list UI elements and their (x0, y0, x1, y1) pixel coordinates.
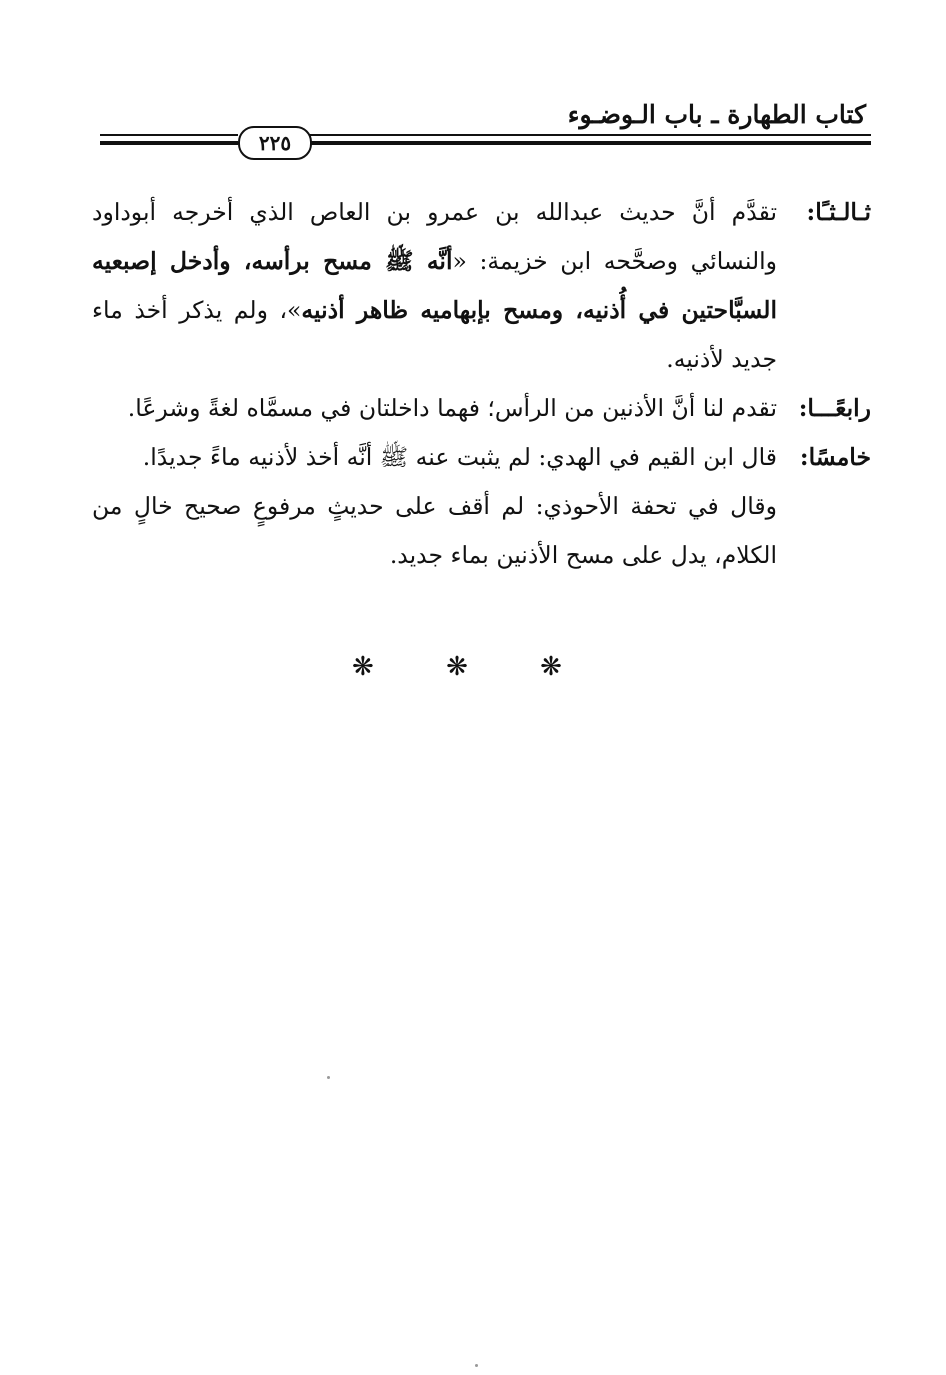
text-segment: »، ولم يذكر أخذ ماء جديد لأذنيه. (92, 296, 777, 373)
section-third (92, 188, 871, 384)
section-separator: ❋ ❋ ❋ (352, 652, 594, 682)
running-head: كتاب الطهارة ـ باب الـوضـوء (567, 100, 866, 129)
section-line: قال ابن القيم في الهدي: لم يثبت عنه ﷺ أنَّه أخذ لأذنيه ماءً جديدًا. (142, 443, 777, 471)
page-number: ٢٢٥ (238, 126, 312, 160)
text-segment: تقدَّم أنَّ حديث عبدالله بن عمرو بن العاص الذي أخرجه أبوداود والنسائي وصحَّحه ابن خزيمة: « (92, 198, 777, 275)
header-rule-left-top (100, 134, 238, 136)
header-rule-right-bottom (308, 141, 871, 145)
section-text: تقدم لنا أنَّ الأذنين من الرأس؛ فهما داخلتان في مسمَّاه لغةً وشرعًا. (127, 394, 777, 422)
header-rule-left-bottom (100, 141, 238, 145)
scan-speck (475, 1364, 478, 1367)
page-body (92, 188, 871, 580)
section-label: خامسًا: (799, 443, 871, 471)
hadith-quote: أنَّه ﷺ مسح برأسه، وأدخل إصبعيه السبَّاحتين في أُذنيه، ومسح بإبهاميه ظاهر أذنيه (92, 247, 777, 324)
scan-speck (327, 1076, 330, 1079)
section-line: وقال في تحفة الأحوذي: لم أقف على حديثٍ مرفوعٍ صحيح خالٍ من الكلام، يدل على مسح الأذنين بماء جديد. (92, 492, 777, 569)
section-fourth (92, 384, 871, 433)
section-label: ثـالـثـًا: (806, 198, 871, 226)
section-fifth (92, 433, 871, 580)
section-text (92, 188, 777, 384)
header-rule-right-top (308, 134, 871, 136)
section-label: رابعًـــا: (798, 394, 871, 422)
